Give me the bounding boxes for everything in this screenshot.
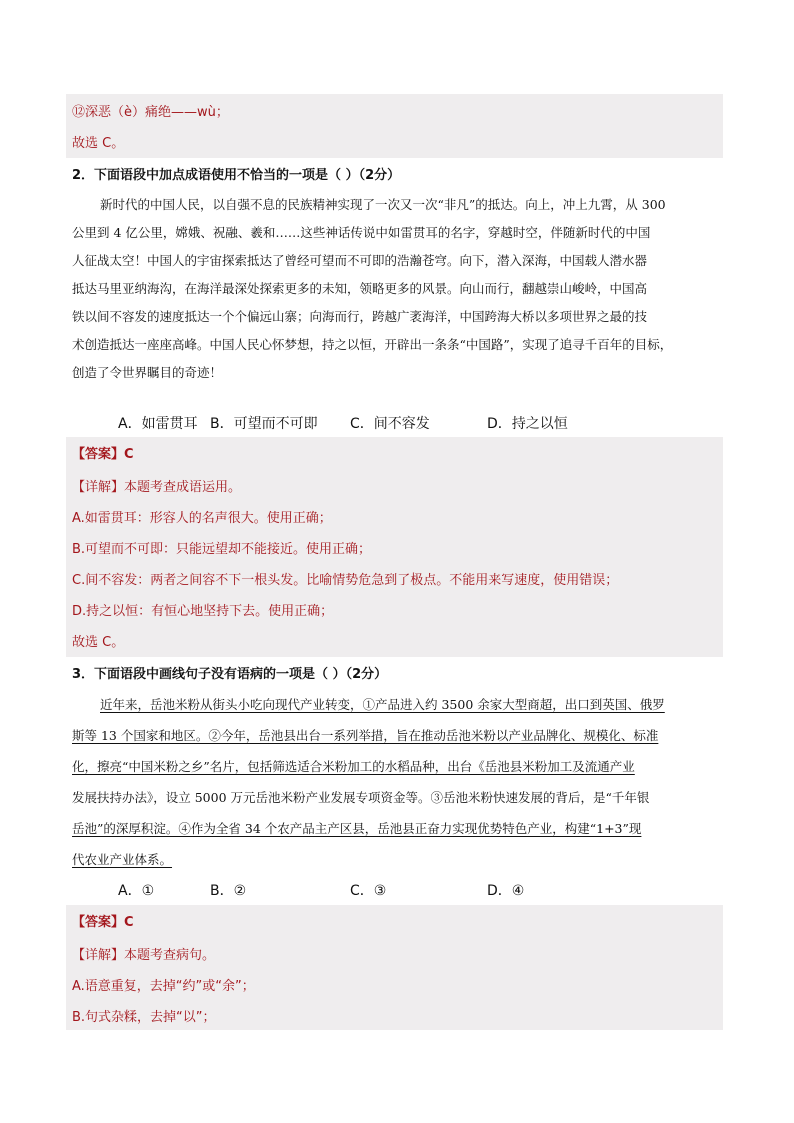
passage-line: 铁以间不容发的速度抵达一个个偏远山寨；向海而行，跨越广袤海洋，中国跨海大桥以多项世界之最的技: [72, 309, 648, 324]
question-3-passage: [72, 689, 722, 875]
option-b[interactable]: B．可望而不可即: [210, 416, 318, 432]
q2-explanation-d: D.持之以恒：有恒心地坚持下去。使用正确；: [72, 604, 334, 619]
q2-explanation-a: A.如雷贯耳：形容人的名声很大。使用正确；: [72, 511, 332, 526]
option-d[interactable]: D．④: [487, 883, 525, 899]
top-conclusion: 故选 C。: [72, 136, 125, 151]
passage-line: 术创造抵达一座座高峰。中国人民心怀梦想，持之以恒，开辟出一条条“中国路”，实现了追寻千百年的目标，: [72, 337, 673, 352]
passage-line: 岳池”的深厚积淀。④作为全省 34 个农产品主产区县，岳池县正奋力实现优势特色产业，构建“1+3”现: [72, 821, 642, 836]
q2-explanation-c: C.间不容发：两者之间容不下一根头发。比喻情势危急到了极点。不能用来写速度，使用错误；: [72, 573, 619, 588]
question-3-title: 3．下面语段中画线句子没有语病的一项是（ ）（2分）: [72, 667, 388, 682]
option-b[interactable]: B．②: [210, 883, 247, 899]
q2-answer: 【答案】C: [72, 447, 134, 462]
top-line-1: ⑫深恶（è）痛绝——wù；: [72, 105, 229, 120]
option-d[interactable]: D．持之以恒: [487, 416, 568, 432]
passage-line: 近年来，岳池米粉从街头小吃向现代产业转变，①产品进入约 3500 余家大型商超，出口到英国、俄罗: [100, 697, 665, 712]
option-c[interactable]: C．③: [350, 883, 387, 899]
passage-line: 抵达马里亚纳海沟，在海洋最深处探索更多的未知，领略更多的风景。向山而行，翻越崇山峻岭，中国高: [72, 281, 648, 296]
passage-line: 发展扶持办法》，设立 5000 万元岳池米粉产业发展专项资金等。③岳池米粉快速发展的背后，是“千年银: [72, 790, 650, 805]
passage-line: 斯等 13 个国家和地区。②今年，岳池县出台一系列举措，旨在推动岳池米粉以产业品牌化、规模化、标准: [72, 728, 659, 743]
q2-explanation-b: B.可望而不可即：只能远望却不能接近。使用正确；: [72, 542, 372, 557]
passage-line: 新时代的中国人民，以自强不息的民族精神实现了一次又一次“非凡”的抵达。向上，冲上九霄，从 300: [100, 197, 666, 212]
q3-detail: 【详解】本题考查病句。: [72, 948, 216, 963]
q2-conclusion: 故选 C。: [72, 635, 125, 650]
question-2-title: 2．下面语段中加点成语使用不恰当的一项是（ ）（2分）: [72, 168, 401, 183]
q3-answer: 【答案】C: [72, 915, 134, 930]
option-c[interactable]: C．间不容发: [350, 416, 430, 432]
passage-line: 代农业产业体系。: [72, 852, 173, 867]
passage-line: 人征战太空！中国人的宇宙探索抵达了曾经可望而不可即的浩瀚苍穹。向下，潜入深海，中国载人潜水器: [72, 253, 648, 268]
passage-line: 创造了令世界瞩目的奇迹！: [72, 365, 223, 380]
passage-line: 化，擦亮“中国米粉之乡”名片，包括筛选适合米粉加工的水稻品种，出台《岳池县米粉加工及流通产业: [72, 759, 635, 774]
option-a[interactable]: A．①: [118, 883, 155, 899]
q2-detail: 【详解】本题考查成语运用。: [72, 480, 242, 495]
q3-explanation-b: B.句式杂糅，去掉“以”；: [72, 1010, 216, 1025]
q3-explanation-a: A.语意重复，去掉“约”或“余”；: [72, 979, 255, 994]
option-a[interactable]: A．如雷贯耳: [118, 416, 198, 432]
passage-line: 公里到 4 亿公里，嫦娥、祝融、羲和……这些神话传说中如雷贯耳的名字，穿越时空，伴随新时代的中国: [72, 225, 651, 240]
question-2-passage: [72, 191, 722, 387]
